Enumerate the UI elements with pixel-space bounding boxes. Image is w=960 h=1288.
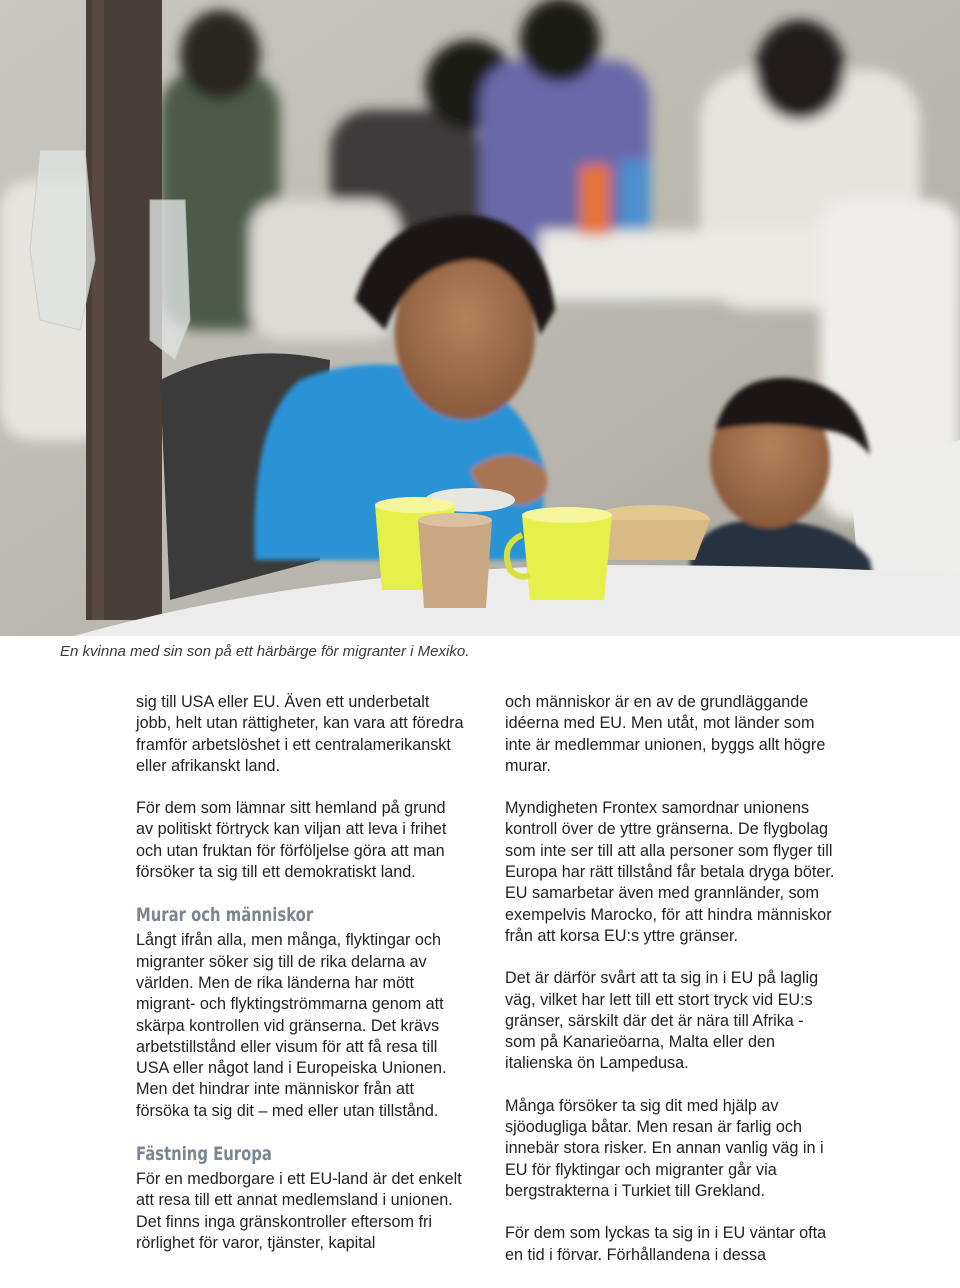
- paragraph: Många försöker ta sig dit med hjälp av sjöodugliga båtar. Men resan är farlig och innebär stora risker. En annan vanlig väg in i EU för flyktingar och migranter går via bergstrakterna i Turkiet till Grekland.: [505, 1096, 824, 1200]
- section-heading: Murar och människor: [136, 904, 314, 927]
- paragraph: Det är därför svårt att ta sig in i EU på laglig väg, vilket har lett till ett stort tryck vid EU:s gränser, särskilt där det är nära till Afrika - som på Kanarieöarna, Malta eller den italienska ön Lampedusa.: [505, 969, 819, 1073]
- photo-image: [0, 0, 960, 636]
- section-heading: Fästning Europa: [136, 1143, 272, 1166]
- paragraph: Myndigheten Frontex samordnar unionens kontroll över de yttre gränserna. De flygbolag som inte ser till att alla personer som flyger till Europa har rätt tillstånd får betala dryga böter. EU samarbetar även med grannländer, som exempelvis Marocko, för att hindra människor från att korsa EU:s yttre gränser.: [505, 799, 835, 945]
- paragraph: För en medborgare i ett EU-land är det enkelt att resa till ett annat medlemsland i unionen. Det finns inga gränskontroller eftersom fri rörlighet för varor, tjänster, kapital: [136, 1170, 462, 1252]
- paragraph: sig till USA eller EU. Även ett underbetalt jobb, helt utan rättigheter, kan vara att föredra framför arbetslöshet i ett centralamerikanskt eller afrikanskt land.: [136, 693, 464, 775]
- paragraph: och människor är en av de grundläggande idéerna med EU. Men utåt, mot länder som inte är medlemmar unionen, byggs allt högre murar.: [505, 693, 826, 775]
- text-column-right: [505, 692, 835, 1266]
- paragraph: Långt ifrån alla, men många, flyktingar och migranter söker sig till de rika delarna av världen. Men de rika länderna har mött migrant- och flyktingströmmarna genom att skärpa kontrollen vid gränserna. Det krävs arbetstillstånd eller visum för att få resa till USA eller något land i Europeiska Unionen. Men det hindrar inte människor från att försöka ta sig dit – med eller utan tillstånd.: [136, 931, 447, 1120]
- paragraph: För dem som lämnar sitt hemland på grund av politiskt förtryck kan viljan att leva i frihet och utan fruktan för förföljelse göra att man försöker ta sig till ett demokratiskt land.: [136, 799, 447, 882]
- text-column-left: [136, 692, 466, 1254]
- paragraph: För dem som lyckas ta sig in i EU väntar ofta en tid i förvar. Förhållandena i dessa: [505, 1224, 827, 1264]
- photo-caption: En kvinna med sin son på ett härbärge för migranter i Mexiko.: [60, 643, 470, 660]
